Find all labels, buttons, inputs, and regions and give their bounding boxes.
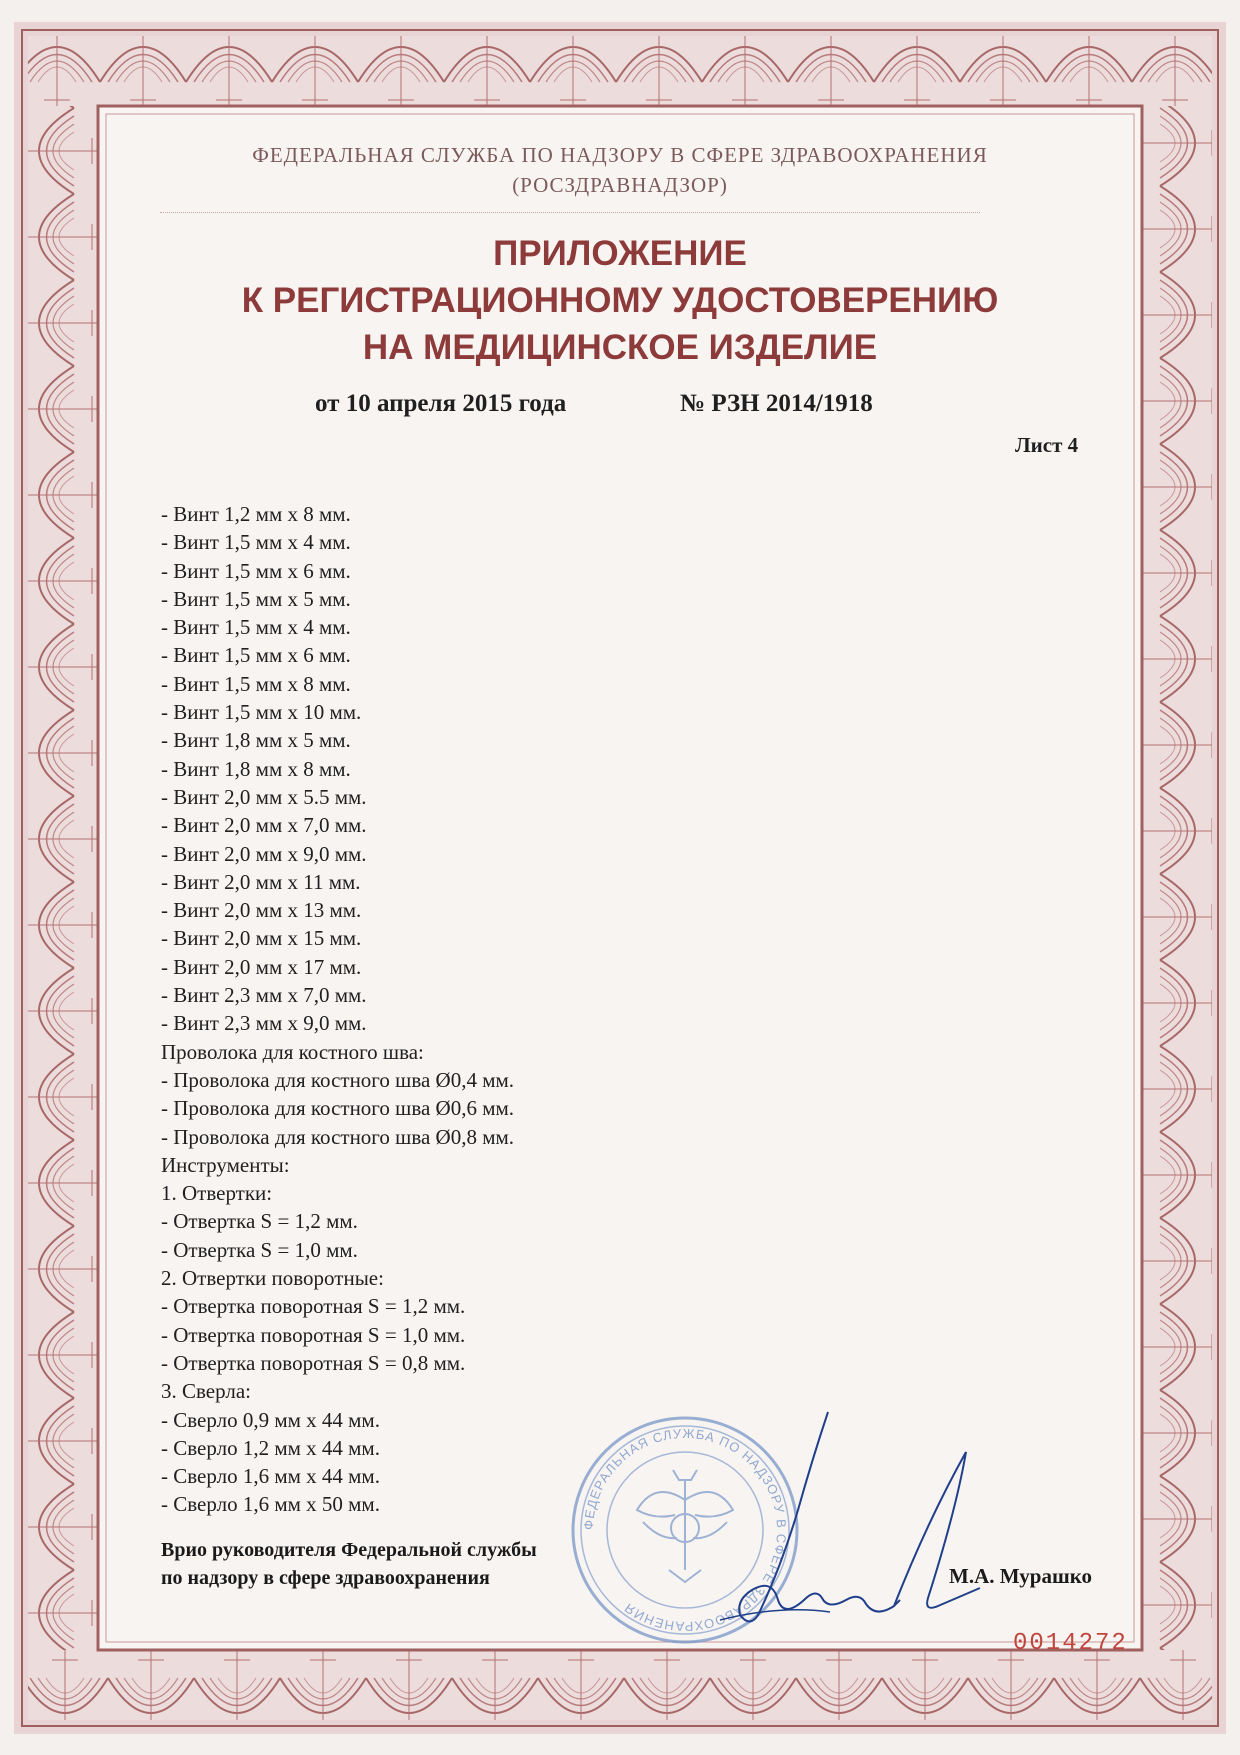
- list-item: - Винт 1,5 мм х 4 мм.: [161, 615, 351, 640]
- seal-text: ФЕДЕРАЛЬНАЯ СЛУЖБА ПО НАДЗОРУ В СФЕРЕ ЗДРАВООХРАНЕНИЯ: [580, 1425, 790, 1635]
- signatory-name: М.А. Мурашко: [949, 1564, 1093, 1588]
- list-item: - Отвертка S = 1,2 мм.: [161, 1209, 358, 1234]
- list-item: - Сверло 1,2 мм х 44 мм.: [161, 1435, 380, 1460]
- list-item: - Винт 1,5 мм х 8 мм.: [161, 671, 351, 696]
- list-item: 1. Отвертки:: [161, 1181, 273, 1206]
- signatory-position-line-2: по надзору в сфере здравоохранения: [161, 1567, 490, 1589]
- list-item: - Винт 1,5 мм х 10 мм.: [161, 700, 362, 725]
- header-divider: [160, 212, 980, 213]
- list-item: - Сверло 1,6 мм х 44 мм.: [161, 1464, 380, 1489]
- list-item: - Винт 1,2 мм х 8 мм.: [161, 502, 351, 526]
- items-list: [161, 500, 514, 1519]
- list-item: - Винт 1,8 мм х 5 мм.: [161, 728, 351, 753]
- list-item: - Отвертка S = 1,0 мм.: [161, 1237, 358, 1262]
- list-item: - Проволока для костного шва Ø0,8 мм.: [161, 1124, 515, 1149]
- list-item: 2. Отвертки поворотные:: [161, 1266, 384, 1291]
- handwritten-signature: [680, 1400, 1010, 1630]
- agency-abbreviation: (РОСЗДРАВНАДЗОР): [512, 173, 728, 197]
- agency-name: ФЕДЕРАЛЬНАЯ СЛУЖБА ПО НАДЗОРУ В СФЕРЕ ЗДРАВООХРАНЕНИЯ: [252, 143, 988, 167]
- list-item: - Отвертка поворотная S = 1,0 мм.: [161, 1322, 466, 1347]
- title-line-3: НА МЕДИЦИНСКОЕ ИЗДЕЛИЕ: [362, 328, 878, 367]
- list-item: - Проволока для костного шва Ø0,4 мм.: [161, 1067, 515, 1092]
- list-item: Проволока для костного шва:: [161, 1039, 424, 1064]
- list-item: Инструменты:: [161, 1152, 290, 1177]
- registration-date: от 10 апреля 2015 года: [315, 390, 567, 417]
- list-item: - Винт 1,5 мм х 4 мм.: [161, 530, 351, 555]
- sheet-number: Лист 4: [1015, 433, 1079, 457]
- list-item: - Винт 1,5 мм х 5 мм.: [161, 586, 351, 611]
- list-item: - Сверло 0,9 мм х 44 мм.: [161, 1407, 380, 1432]
- list-item: - Отвертка поворотная S = 0,8 мм.: [161, 1350, 466, 1375]
- serial-number: 0014272: [1013, 1630, 1128, 1657]
- list-item: - Сверло 1,6 мм х 50 мм.: [161, 1492, 380, 1517]
- list-item: - Проволока для костного шва Ø0,6 мм.: [161, 1096, 515, 1121]
- title-line-1: ПРИЛОЖЕНИЕ: [493, 234, 747, 273]
- list-item: - Винт 2,0 мм х 7,0 мм.: [161, 813, 367, 838]
- list-item: - Винт 2,3 мм х 9,0 мм.: [161, 1011, 367, 1036]
- list-item: - Винт 1,5 мм х 6 мм.: [161, 558, 351, 583]
- list-item: - Винт 2,0 мм х 5.5 мм.: [161, 784, 367, 809]
- agency-header: [0, 140, 1240, 200]
- list-item: - Винт 1,5 мм х 6 мм.: [161, 643, 351, 668]
- list-item: - Винт 2,3 мм х 7,0 мм.: [161, 983, 367, 1008]
- list-item: - Винт 2,0 мм х 9,0 мм.: [161, 841, 367, 866]
- signatory-position-line-1: Врио руководителя Федеральной службы: [161, 1539, 537, 1561]
- list-item: 3. Сверла:: [161, 1379, 251, 1404]
- document-title: [0, 230, 1240, 371]
- list-item: - Винт 2,0 мм х 17 мм.: [161, 954, 362, 979]
- list-item: - Отвертка поворотная S = 1,2 мм.: [161, 1294, 466, 1319]
- list-item: - Винт 1,8 мм х 8 мм.: [161, 756, 351, 781]
- list-item: - Винт 2,0 мм х 11 мм.: [161, 869, 361, 894]
- list-item: - Винт 2,0 мм х 15 мм.: [161, 926, 362, 951]
- registration-number: № РЗН 2014/1918: [680, 390, 873, 417]
- title-line-2: К РЕГИСТРАЦИОННОМУ УДОСТОВЕРЕНИЮ: [241, 281, 999, 320]
- list-item: - Винт 2,0 мм х 13 мм.: [161, 898, 362, 923]
- signatory-position: [161, 1536, 537, 1592]
